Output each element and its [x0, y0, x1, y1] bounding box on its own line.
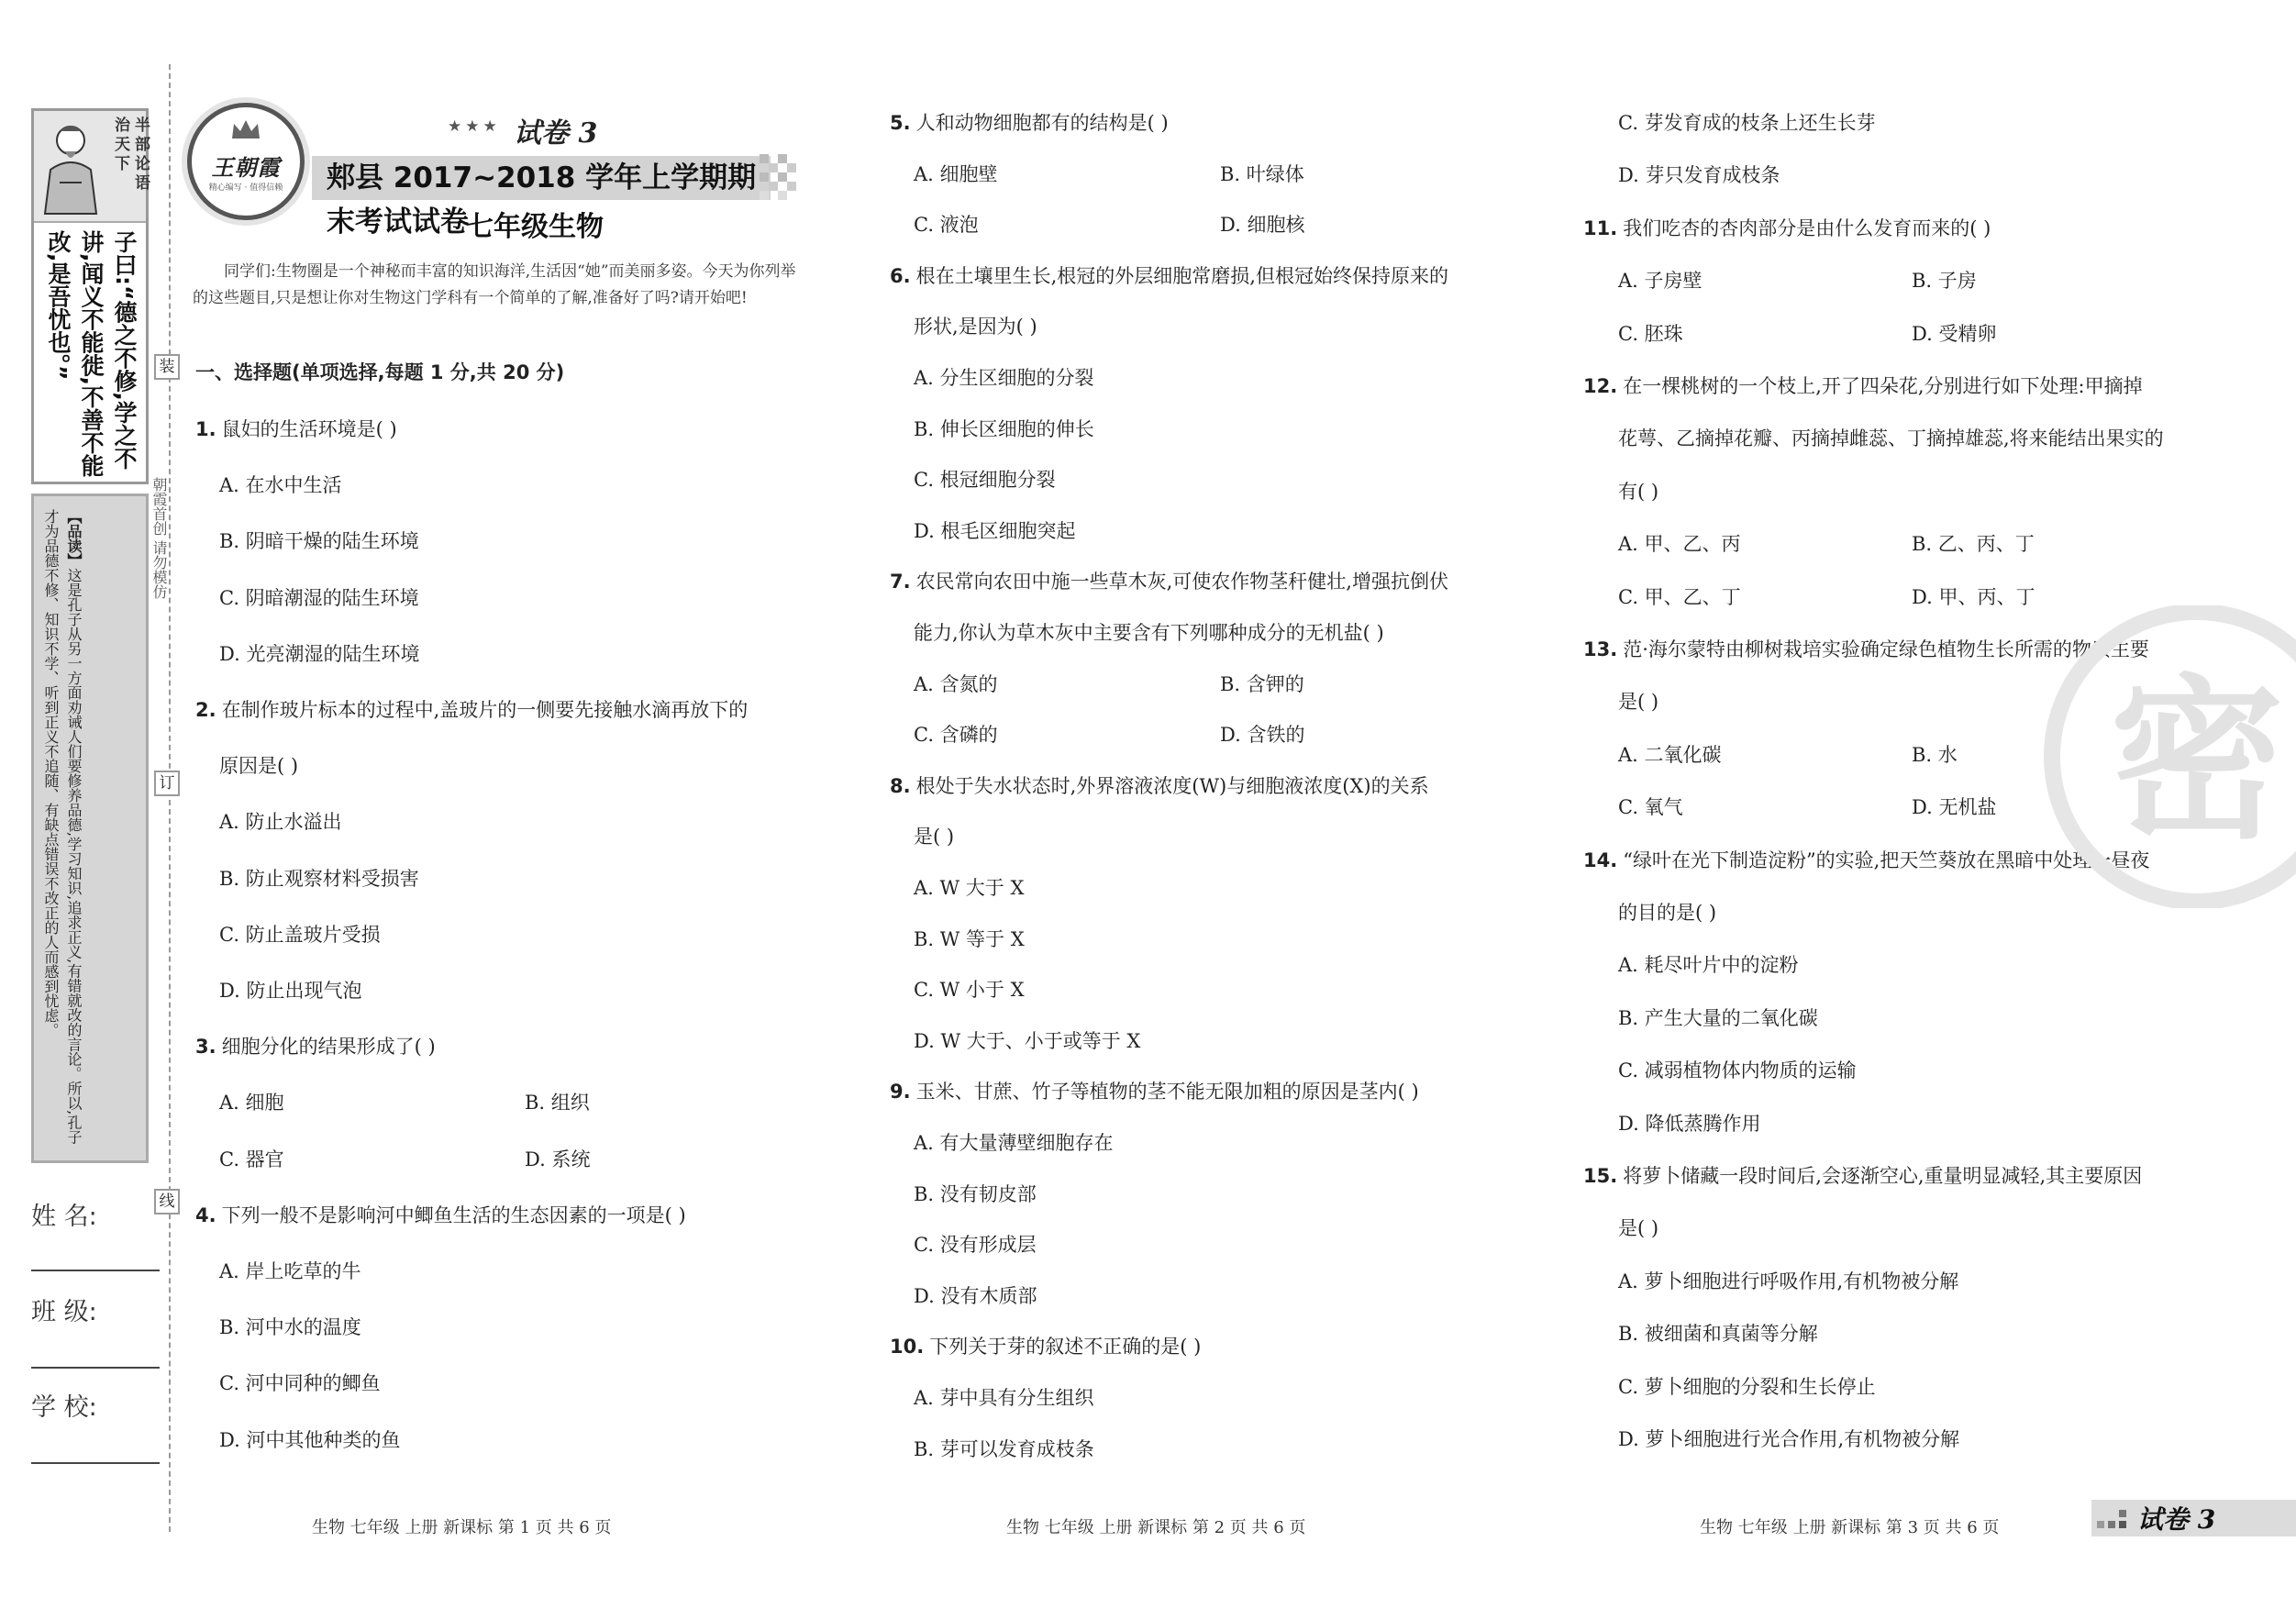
question-stem — [890, 1077, 1419, 1104]
question-number: 15. — [1583, 1165, 1618, 1187]
answer-option: D. 降低蒸腾作用 — [1618, 1113, 1761, 1135]
footer-page-2: 生物 七年级 上册 新课标 第 2 页 共 6 页 — [1006, 1518, 1306, 1537]
answer-option: C. 芽发育成的枝条上还生长芽 — [1618, 112, 1876, 134]
intro-paragraph: 同学们:生物圈是一个神秘而丰富的知识海洋,生活因“她”而美丽多姿。今天为你列举的这些题目,只是想让你对生物这门学科有一个简单的了解,准备好了吗?请开始吧! — [193, 262, 796, 307]
answer-option: A. 细胞 — [219, 1092, 284, 1114]
question-number: 12. — [1583, 375, 1618, 397]
question-stem — [890, 261, 1448, 289]
question-text: 细胞分化的结果形成了( ) — [221, 1036, 436, 1058]
answer-option: C. 胚珠 — [1618, 323, 1683, 345]
question-text: “绿叶在光下制造淀粉”的实验,把天竺葵放在黑暗中处理一昼夜 — [1623, 849, 2150, 871]
answer-option: D. 受精卵 — [1912, 323, 1997, 345]
answer-option: C. 根冠细胞分裂 — [914, 469, 1056, 491]
name-field[interactable] — [31, 1270, 160, 1271]
answer-option: A. 含氮的 — [914, 673, 998, 695]
question-text: 人和动物细胞都有的结构是( ) — [915, 112, 1169, 134]
answer-option: B. 产生大量的二氧化碳 — [1618, 1007, 1818, 1029]
answer-option: C. 液泡 — [914, 214, 979, 236]
brand-slogan: 精心编写 · 值得信赖 — [208, 183, 283, 193]
answer-option: A. 子房壁 — [1618, 270, 1703, 292]
crown-icon — [230, 118, 261, 140]
motto-header — [34, 111, 150, 223]
footer-page-1: 生物 七年级 上册 新课标 第 1 页 共 6 页 — [312, 1518, 612, 1537]
question-text: 玉米、甘蔗、竹子等植物的茎不能无限加粗的原因是茎内( ) — [915, 1081, 1419, 1103]
question-continuation: 形状,是因为( ) — [914, 316, 1037, 338]
exam-title: 郏县 2017~2018 学年上学期期末考试试卷 — [312, 156, 771, 200]
answer-option: B. 被细菌和真菌等分解 — [1618, 1323, 1818, 1345]
answer-option: D. 细胞核 — [1220, 214, 1305, 236]
question-text: 我们吃杏的杏肉部分是由什么发育而来的( ) — [1623, 217, 1991, 239]
answer-option: A. 分生区细胞的分裂 — [914, 367, 1094, 389]
answer-option: A. 芽中具有分生组织 — [914, 1387, 1094, 1409]
name-label: 姓 名: — [31, 1203, 97, 1231]
answer-option: D. 光亮潮湿的陆生环境 — [219, 643, 420, 665]
question-number: 5. — [890, 112, 911, 134]
answer-option: C. 没有形成层 — [914, 1234, 1037, 1256]
answer-option: C. 河中同种的鲫鱼 — [219, 1372, 381, 1394]
paper-number: 试卷 3 — [514, 117, 598, 150]
question-number: 11. — [1583, 217, 1618, 239]
reading-label: 【品读】 — [65, 509, 83, 568]
motto-tag-2: 治天下 — [111, 116, 129, 174]
answer-option: B. 阴暗干燥的陆生环境 — [219, 530, 419, 552]
reading-text — [39, 509, 85, 1151]
stars-decoration: ★★★ — [448, 117, 501, 136]
motto-tag-1: 半部论语 — [131, 116, 150, 194]
question-stem — [195, 695, 748, 723]
watermark-text: 密 — [2109, 660, 2285, 862]
left-margin — [0, 0, 174, 1597]
question-stem — [890, 108, 1169, 136]
question-text: 下列关于芽的叙述不正确的是( ) — [929, 1336, 1202, 1358]
question-text: 下列一般不是影响河中鲫鱼生活的生态因素的一项是( ) — [221, 1204, 686, 1226]
question-number: 6. — [890, 265, 911, 287]
answer-option: B. 伸长区细胞的伸长 — [914, 418, 1094, 440]
footer-paper-number: 试卷 3 — [2137, 1504, 2216, 1535]
question-text: 农民常向农田中施一些草木灰,可使农作物茎秆健壮,增强抗倒伏 — [915, 571, 1448, 593]
answer-option: C. 含磷的 — [914, 724, 998, 746]
class-label: 班 级: — [31, 1298, 97, 1326]
question-text: 根在土壤里生长,根冠的外层细胞常磨损,但根冠始终保持原来的 — [915, 265, 1448, 287]
question-number: 1. — [195, 418, 216, 440]
reading-body: 这是孔子从另一方面劝诫人们要修养品德,学习知识,追求正义,有错就改的言论。所以,孔子才为品德不修、知识不学、听到正义不追随、有缺点错误不改正的人而感到忧虑。 — [42, 509, 83, 1145]
binding-line — [169, 64, 171, 1532]
question-continuation: 花萼、乙摘掉花瓣、丙摘掉雌蕊、丁摘掉雄蕊,将来能结出果实的 — [1618, 427, 2164, 449]
footer-page-3: 生物 七年级 上册 新课标 第 3 页 共 6 页 — [1700, 1518, 2000, 1537]
question-continuation: 能力,你认为草木灰中主要含有下列哪种成分的无机盐( ) — [914, 622, 1384, 644]
question-text: 范·海尔蒙特由柳树栽培实验确定绿色植物生长所需的物质主要 — [1623, 638, 2149, 660]
motto-text: 子曰:“德之不修,学之不讲,闻义不能徙,不善不能改,是吾忧也。” — [45, 230, 138, 477]
answer-option: C. W 小于 X — [914, 979, 1025, 1001]
answer-option: D. 无机盐 — [1912, 796, 1997, 818]
answer-option: B. 河中水的温度 — [219, 1316, 361, 1338]
secret-stamp-icon — [2036, 605, 2296, 908]
copyright-note: 朝霞首创 请勿模仿 — [150, 477, 168, 600]
answer-option: D. 芽只发育成枝条 — [1618, 164, 1780, 186]
answer-option: B. 叶绿体 — [1220, 163, 1304, 185]
answer-option: B. 乙、丙、丁 — [1912, 533, 2035, 555]
question-text: 在一棵桃树的一个枝上,开了四朵花,分别进行如下处理:甲摘掉 — [1623, 375, 2143, 397]
question-stem — [890, 567, 1448, 594]
seal-xian: 线 — [154, 1189, 180, 1214]
answer-option: A. 防止水溢出 — [219, 811, 342, 833]
answer-option: B. 子房 — [1912, 270, 1977, 292]
answer-option: A. 甲、乙、丙 — [1618, 533, 1741, 555]
question-number: 7. — [890, 571, 911, 593]
answer-option: B. 水 — [1912, 744, 1958, 766]
question-number: 2. — [195, 699, 216, 721]
question-continuation: 是( ) — [914, 826, 955, 848]
answer-option: D. 甲、丙、丁 — [1912, 586, 2035, 608]
answer-option: A. 岸上吃草的牛 — [219, 1260, 361, 1282]
answer-option: C. 减弱植物体内物质的运输 — [1618, 1059, 1857, 1081]
question-stem — [890, 771, 1429, 799]
seal-zhuang: 装 — [154, 354, 180, 380]
answer-option: B. 组织 — [525, 1092, 590, 1114]
question-text: 将萝卜储藏一段时间后,会逐渐空心,重量明显减轻,其主要原因 — [1623, 1165, 2143, 1187]
question-stem — [195, 1032, 436, 1059]
question-continuation: 是( ) — [1618, 1217, 1659, 1239]
answer-option: A. 耗尽叶片中的淀粉 — [1618, 954, 1799, 976]
answer-option: D. W 大于、小于或等于 X — [914, 1030, 1141, 1052]
dots-decoration-icon — [2097, 1506, 2130, 1532]
answer-option: D. 防止出现气泡 — [219, 980, 362, 1002]
answer-option: C. 防止盖玻片受损 — [219, 924, 381, 946]
question-continuation: 有( ) — [1618, 481, 1659, 503]
seal-ding: 订 — [154, 771, 180, 796]
answer-option: D. 河中其他种类的鱼 — [219, 1429, 401, 1451]
question-stem — [195, 415, 397, 442]
answer-option: B. 防止观察材料受损害 — [219, 868, 419, 890]
answer-option: A. 细胞壁 — [914, 163, 998, 185]
question-number: 8. — [890, 775, 911, 797]
question-number: 3. — [195, 1036, 216, 1058]
confucius-portrait-icon — [38, 118, 105, 217]
answer-option: D. 系统 — [525, 1148, 591, 1170]
answer-option: B. 没有韧皮部 — [914, 1183, 1037, 1205]
answer-option: A. 有大量薄壁细胞存在 — [914, 1132, 1114, 1154]
section-heading: 一、选择题(单项选择,每题 1 分,共 20 分) — [195, 361, 565, 383]
brand-name: 王朝霞 — [211, 154, 281, 181]
reading-box — [31, 494, 149, 1163]
answer-option: C. 萝卜细胞的分裂和生长停止 — [1618, 1376, 1876, 1398]
question-text: 鼠妇的生活环境是( ) — [221, 418, 397, 440]
question-stem — [1583, 1161, 2142, 1189]
answer-option: C. 氧气 — [1618, 796, 1683, 818]
question-number: 4. — [195, 1204, 216, 1226]
question-continuation: 的目的是( ) — [1618, 902, 1717, 924]
answer-option: D. 萝卜细胞进行光合作用,有机物被分解 — [1618, 1428, 1960, 1450]
answer-option: C. 甲、乙、丁 — [1618, 586, 1741, 608]
answer-option: B. 含钾的 — [1220, 673, 1304, 695]
motto-box — [31, 108, 149, 484]
question-number: 9. — [890, 1081, 911, 1103]
answer-option: C. 器官 — [219, 1148, 284, 1170]
answer-option: D. 根毛区细胞突起 — [914, 520, 1076, 542]
question-text: 根处于失水状态时,外界溶液浓度(W)与细胞液浓度(X)的关系 — [915, 775, 1429, 797]
subject-title: 七年级生物 — [466, 211, 604, 243]
answer-option: B. W 等于 X — [914, 928, 1025, 950]
question-number: 10. — [890, 1336, 925, 1358]
answer-option: D. 含铁的 — [1220, 724, 1305, 746]
school-label: 学 校: — [31, 1393, 97, 1422]
answer-option: C. 阴暗潮湿的陆生环境 — [219, 587, 419, 609]
school-field[interactable] — [31, 1462, 160, 1464]
answer-option: A. 在水中生活 — [219, 474, 342, 496]
answer-option: B. 芽可以发育成枝条 — [914, 1438, 1094, 1460]
question-stem — [1583, 214, 1991, 241]
publisher-logo — [187, 103, 305, 220]
question-stem — [890, 1332, 1201, 1359]
answer-option: A. W 大于 X — [914, 877, 1025, 899]
answer-option: A. 二氧化碳 — [1618, 744, 1722, 766]
checker-pattern-icon — [760, 154, 800, 200]
question-text: 在制作玻片标本的过程中,盖玻片的一侧要先接触水滴再放下的 — [221, 699, 749, 721]
answer-option: D. 没有木质部 — [914, 1285, 1037, 1307]
class-field[interactable] — [31, 1367, 160, 1369]
question-number: 13. — [1583, 638, 1618, 660]
question-continuation: 是( ) — [1618, 691, 1659, 713]
question-stem — [195, 1201, 686, 1228]
answer-option: A. 萝卜细胞进行呼吸作用,有机物被分解 — [1618, 1270, 1959, 1292]
question-number: 14. — [1583, 849, 1618, 871]
question-stem — [1583, 372, 2143, 399]
question-continuation: 原因是( ) — [219, 755, 299, 777]
